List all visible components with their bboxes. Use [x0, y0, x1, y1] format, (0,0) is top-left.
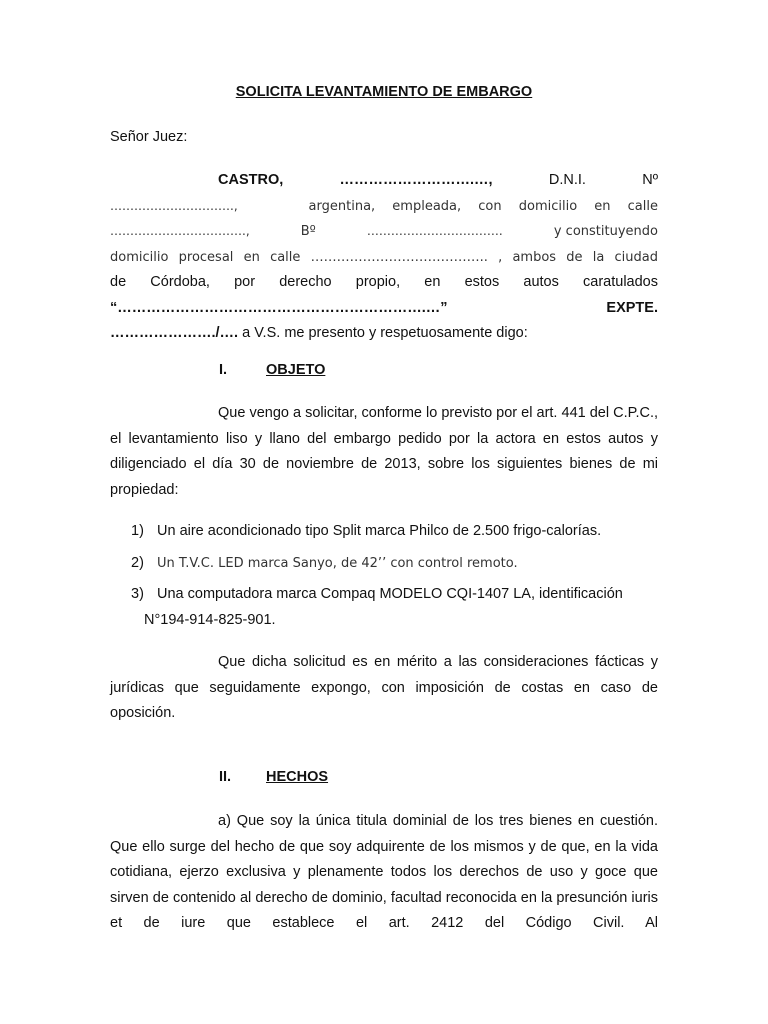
number-sign: Nº	[642, 172, 658, 188]
section-label: HECHOS	[266, 769, 329, 785]
list-item-number: 2)	[131, 555, 144, 571]
barrio-placeholder: …………………………….	[366, 224, 503, 238]
intro-line-1	[110, 168, 658, 194]
intro-line-7	[110, 321, 658, 347]
salutation: Señor Juez:	[110, 129, 188, 145]
street-placeholder: …………………………….,	[110, 224, 250, 238]
list-item-text-cont: N°194-914-825-901.	[144, 611, 276, 628]
list-item	[131, 582, 658, 633]
list-item	[131, 519, 658, 545]
hechos-paragraph: a) Que soy la única titula dominial de los tres bienes en cuestión. Que ello surge del hecho de que soy adquirente de los mismos y de que, en la vida cotidiana, ejerzo exclusiva y plenamente todos los derechos de uso y goce que sirven de contenido al derecho de dominio, facultad reconocida en la presunción iuris et de iure que establece el art. 2412 del Código Civil. Al	[110, 813, 658, 931]
list-item-text: Un T.V.C. LED marca Sanyo, de 42’’ con control remoto.	[157, 556, 518, 571]
party-name: CASTRO,	[218, 172, 284, 188]
list-item	[131, 551, 658, 577]
list-item-text: Una computadora marca Compaq MODELO CQI-1407 LA, identificación	[157, 586, 623, 602]
intro-line-4: domicilio procesal en calle ………………………………….. , ambos de la ciudad	[110, 249, 658, 265]
intro-line-3-text: y constituyendo	[553, 224, 658, 239]
intro-line-5: de Córdoba, por derecho propio, en estos autos caratulados	[110, 274, 658, 290]
barrio-label: Bº	[300, 224, 316, 239]
section-number: I.	[219, 362, 228, 378]
dni-placeholder: ………………………….,	[110, 198, 238, 213]
intro-block	[110, 168, 658, 347]
list-item-text: Un aire acondicionado tipo Split marca Philco de 2.500 frigo-calorías.	[157, 523, 602, 539]
name-placeholder: ……………………….…,	[339, 172, 493, 188]
list-item-number: 1)	[131, 523, 144, 539]
intro-line-7-text: a V.S. me presento y respetuosamente digo:	[238, 325, 528, 341]
list-item-number: 3)	[131, 586, 144, 602]
document-title: SOLICITA LEVANTAMIENTO DE EMBARGO	[235, 84, 533, 100]
section-objeto-heading	[219, 362, 325, 378]
objeto-paragraph: Que vengo a solicitar, conforme lo previsto por el art. 441 del C.P.C., el levantamiento liso y llano del embargo pedido por la actora en estos autos y diligenciado el día 30 de noviembre de 2013, sobre los siguientes bienes de mi propiedad:	[110, 405, 658, 498]
section-number: II.	[219, 769, 232, 785]
intro-line-3	[110, 219, 658, 245]
case-title-placeholder: “……………………………………………………….…”	[110, 299, 448, 316]
intro-line-2-text: argentina, empleada, con domicilio en calle	[308, 198, 658, 214]
expte-label: EXPTE.	[606, 299, 658, 316]
intro-line-2	[110, 194, 658, 220]
section-label: OBJETO	[266, 362, 326, 378]
merito-paragraph: Que dicha solicitud es en mérito a las consideraciones fácticas y jurídicas que seguidamente expongo, con imposición de costas en caso de oposición.	[110, 654, 658, 721]
intro-line-6	[110, 296, 658, 322]
section-hechos-heading	[219, 769, 328, 785]
expte-placeholder: …………………./….	[110, 325, 239, 341]
dni-label: D.N.I.	[548, 172, 586, 188]
